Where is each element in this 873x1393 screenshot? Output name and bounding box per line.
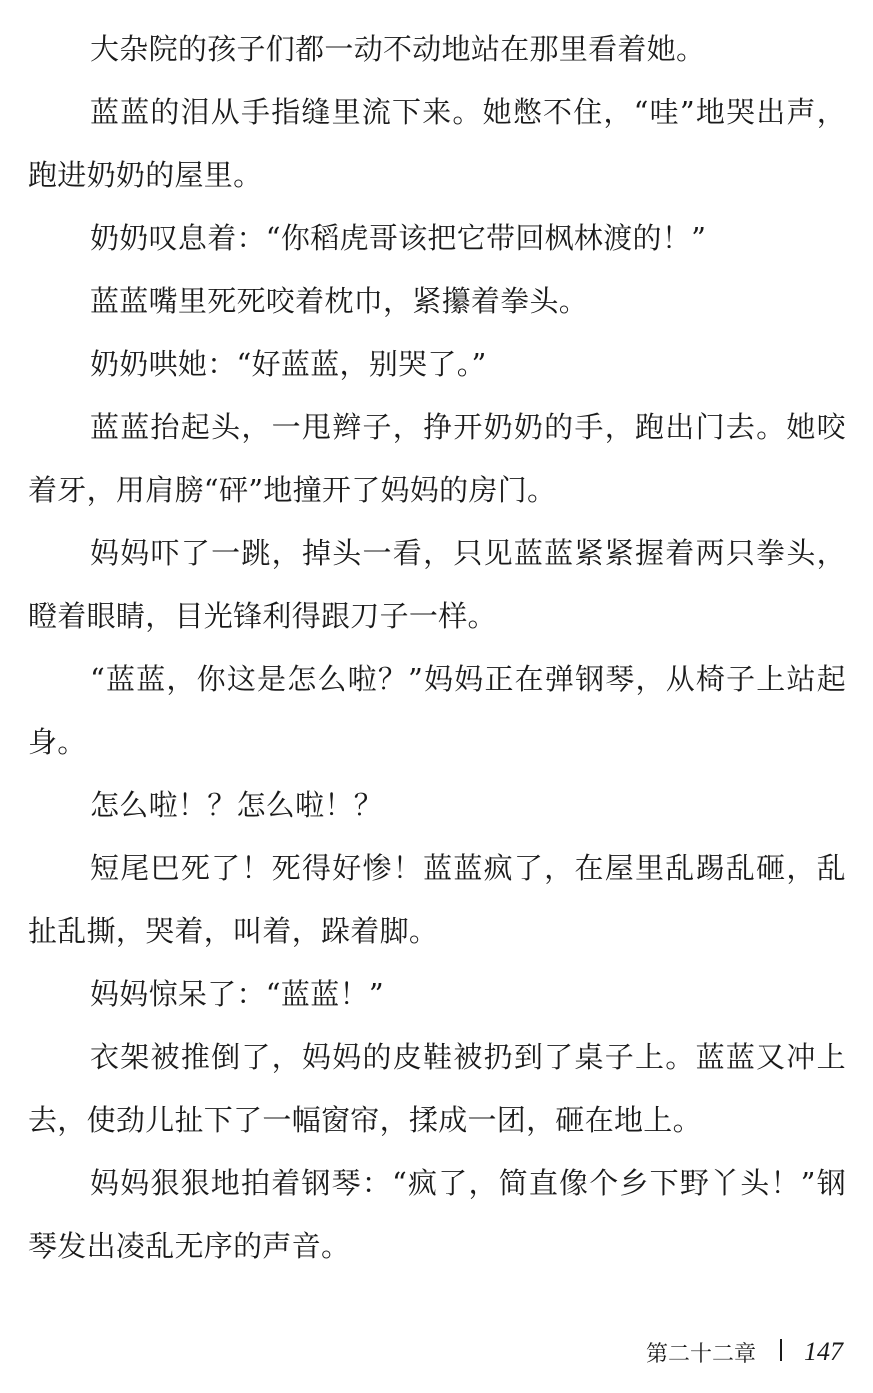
paragraph: 蓝蓝的泪从手指缝里流下来。她憋不住，“哇”地哭出声，跑进奶奶的屋里。	[28, 95, 846, 192]
paragraph: 奶奶哄她：“好蓝蓝，别哭了。”	[90, 347, 487, 381]
chapter-title: 第二十二章	[645, 1341, 756, 1367]
paragraph: 妈妈吓了一跳，掉头一看，只见蓝蓝紧紧握着两只拳头，瞪着眼睛，目光锋利得跟刀子一样。	[28, 536, 846, 633]
paragraph: 怎么啦！？怎么啦！？	[90, 788, 384, 822]
paragraph: 妈妈狠狠地拍着钢琴：“疯了，简直像个乡下野丫头！”钢琴发出凌乱无序的声音。	[28, 1166, 846, 1263]
paragraph: “蓝蓝，你这是怎么啦？”妈妈正在弹钢琴，从椅子上站起身。	[28, 662, 846, 759]
paragraph: 衣架被推倒了，妈妈的皮鞋被扔到了桌子上。蓝蓝又冲上去，使劲儿扯下了一幅窗帘，揉成一团，砸在地上。	[28, 1040, 846, 1137]
footer-divider	[780, 1339, 782, 1361]
paragraph: 大杂院的孩子们都一动不动地站在那里看着她。	[90, 32, 706, 66]
page-footer	[646, 1332, 843, 1372]
body-text	[28, 18, 846, 1278]
paragraph: 妈妈惊呆了：“蓝蓝！”	[90, 977, 384, 1011]
paragraph: 蓝蓝抬起头，一甩辫子，挣开奶奶的手，跑出门去。她咬着牙，用肩膀“砰”地撞开了妈妈的房门。	[28, 410, 846, 507]
page-number: 147	[804, 1337, 843, 1366]
paragraph: 短尾巴死了！死得好惨！蓝蓝疯了，在屋里乱踢乱砸，乱扯乱撕，哭着，叫着，跺着脚。	[28, 851, 846, 948]
paragraph: 蓝蓝嘴里死死咬着枕巾，紧攥着拳头。	[90, 284, 589, 318]
paragraph: 奶奶叹息着：“你稻虎哥该把它带回枫林渡的！”	[90, 221, 707, 255]
